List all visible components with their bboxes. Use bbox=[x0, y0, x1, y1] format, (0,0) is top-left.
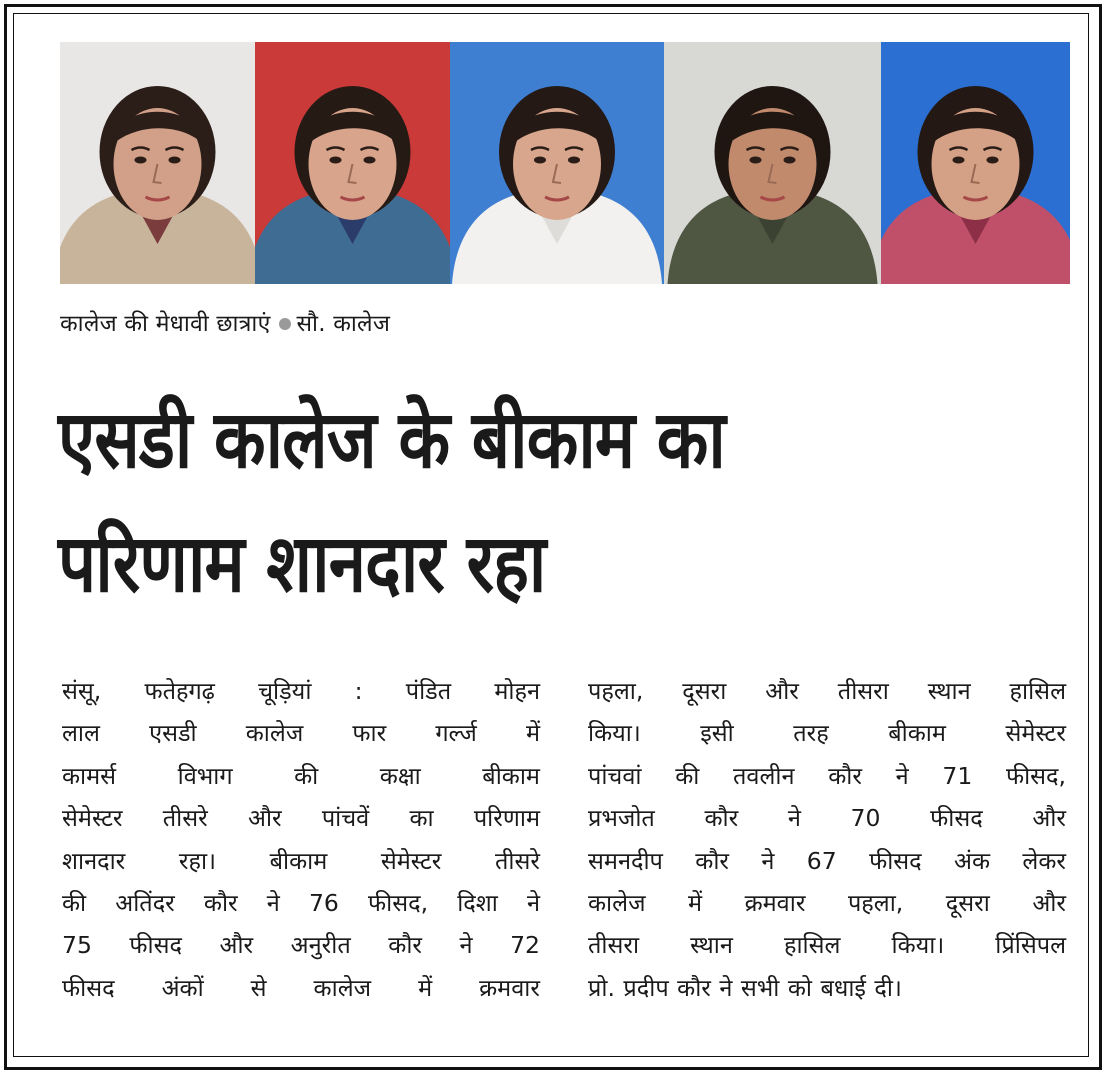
article-line: प्रो. प्रदीप कौर ने सभी को बधाई दी। bbox=[588, 973, 902, 1002]
student-photo-5 bbox=[881, 42, 1070, 284]
article-column-right bbox=[588, 670, 1066, 1009]
portrait-illustration bbox=[255, 42, 450, 284]
portrait-illustration bbox=[881, 42, 1070, 284]
article-line: फीसद अंकों से कालेज में क्रमवार bbox=[62, 973, 540, 1002]
portrait-illustration bbox=[664, 42, 881, 284]
portrait-illustration bbox=[60, 42, 255, 284]
eye-left bbox=[330, 157, 342, 164]
student-photo-4 bbox=[664, 42, 881, 284]
eye-left bbox=[750, 157, 762, 164]
article-line: संसू, फतेहगढ़ चूड़ियां : पंडित मोहन bbox=[62, 677, 540, 705]
bullet-icon bbox=[279, 318, 291, 330]
article-line: लाल एसडी कालेज फार गर्ल्ज में bbox=[62, 719, 540, 748]
eye-right bbox=[364, 157, 376, 164]
caption-text: कालेज की मेधावी छात्राएं bbox=[60, 311, 271, 337]
headline bbox=[58, 378, 906, 626]
eye-right bbox=[987, 157, 999, 164]
photo-caption bbox=[60, 306, 390, 338]
headline-line-2: परिणाम शानदार रहा bbox=[58, 517, 546, 610]
eye-right bbox=[169, 157, 181, 164]
student-photo-3 bbox=[450, 42, 664, 284]
article-line: पांचवां की तवलीन कौर ने 71 फीसद, bbox=[588, 761, 1066, 790]
article-line: किया। इसी तरह बीकाम सेमेस्टर bbox=[588, 719, 1066, 748]
article-line: 75 फीसद और अनुरीत कौर ने 72 bbox=[62, 931, 540, 960]
photo-credit: सौ. कालेज bbox=[296, 311, 391, 337]
article-line: की अतिंदर कौर ने 76 फीसद, दिशा ने bbox=[62, 889, 540, 918]
eye-right bbox=[784, 157, 796, 164]
student-photo-1 bbox=[60, 42, 255, 284]
eye-left bbox=[534, 157, 546, 164]
eye-right bbox=[568, 157, 580, 164]
article-line: पहला, दूसरा और तीसरा स्थान हासिल bbox=[588, 677, 1066, 705]
headline-line-1: एसडी कालेज के बीकाम का bbox=[58, 393, 725, 486]
portrait-illustration bbox=[450, 42, 664, 284]
article-column-left bbox=[62, 670, 540, 1009]
student-photo-2 bbox=[255, 42, 450, 284]
article-line: कालेज में क्रमवार पहला, दूसरा और bbox=[588, 889, 1066, 918]
article-line: सेमेस्टर तीसरे और पांचवें का परिणाम bbox=[62, 804, 540, 833]
photo-strip bbox=[60, 42, 1070, 284]
eye-left bbox=[953, 157, 965, 164]
article-line: तीसरा स्थान हासिल किया। प्रिंसिपल bbox=[588, 931, 1066, 960]
article-line: शानदार रहा। बीकाम सेमेस्टर तीसरे bbox=[62, 846, 540, 875]
article-line: समनदीप कौर ने 67 फीसद अंक लेकर bbox=[588, 846, 1066, 875]
article-line: प्रभजोत कौर ने 70 फीसद और bbox=[588, 804, 1066, 833]
article-line: कामर्स विभाग की कक्षा बीकाम bbox=[62, 761, 540, 790]
eye-left bbox=[135, 157, 147, 164]
